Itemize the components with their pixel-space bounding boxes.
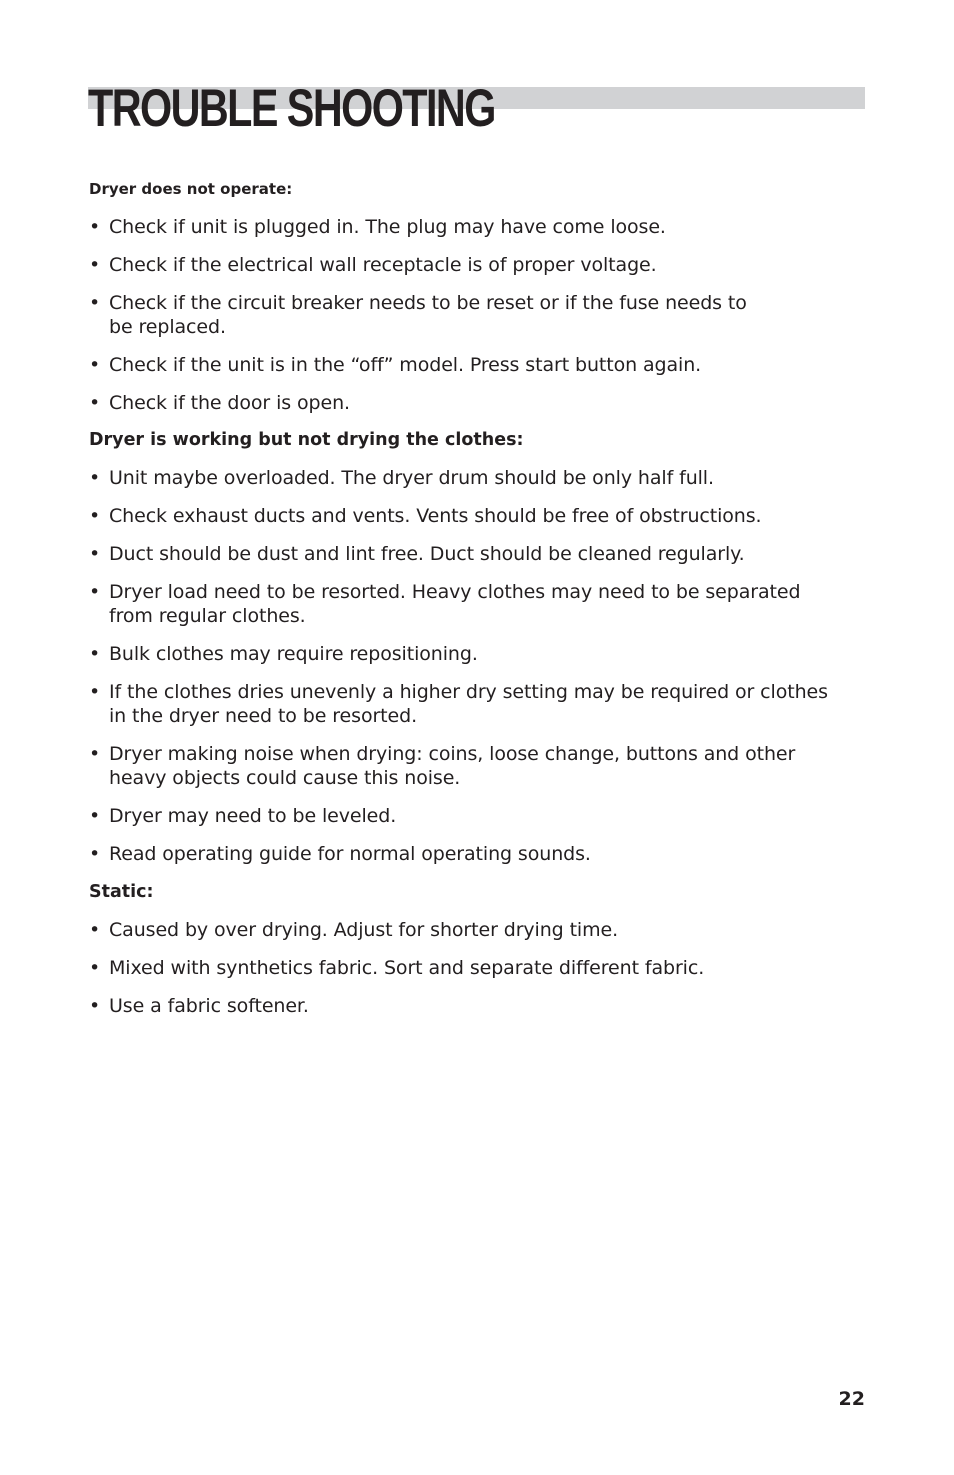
- page-title: TROUBLE SHOOTING: [88, 79, 495, 138]
- list-item: • Dryer load need to be resorted. Heavy clothes may need to be separated from regular clothes.: [89, 581, 801, 627]
- bullet-icon: •: [89, 843, 101, 865]
- list-item: • Unit maybe overloaded. The dryer drum should be only half full.: [89, 467, 714, 489]
- list-item: • Mixed with synthetics fabric. Sort and separate different fabric.: [89, 957, 705, 979]
- list-item: • Check exhaust ducts and vents. Vents should be free of obstructions.: [89, 505, 762, 527]
- section-heading: Static:: [89, 882, 154, 902]
- bullet-icon: •: [89, 354, 101, 376]
- section-not-drying-clothes: [89, 428, 839, 866]
- bullet-icon: •: [89, 805, 101, 827]
- list-item: • If the clothes dries unevenly a higher dry setting may be required or clothes in the dryer need to be resorted.: [89, 681, 828, 727]
- section-heading: Dryer is working but not drying the clothes:: [89, 430, 524, 450]
- list-item: • Check if the door is open.: [89, 392, 350, 414]
- list-item: • Read operating guide for normal operating sounds.: [89, 843, 591, 865]
- list-item: • Dryer may need to be leveled.: [89, 805, 397, 827]
- list-item: • Check if unit is plugged in. The plug may have come loose.: [89, 216, 666, 238]
- list-item: • Caused by over drying. Adjust for shorter drying time.: [89, 919, 619, 941]
- section-static: [89, 880, 839, 1018]
- bullet-icon: •: [89, 467, 101, 489]
- bullet-icon: •: [89, 216, 101, 238]
- bullet-icon: •: [89, 292, 101, 314]
- section-dryer-does-not-operate: [89, 178, 839, 415]
- list-item: • Bulk clothes may require repositioning.: [89, 643, 478, 665]
- list-item: • Duct should be dust and lint free. Duct should be cleaned regularly.: [89, 543, 745, 565]
- page-number: 22: [838, 1388, 865, 1410]
- list-item: • Check if the circuit breaker needs to be reset or if the fuse needs to be replaced.: [89, 292, 747, 338]
- bullet-list: [89, 918, 839, 1018]
- bullet-icon: •: [89, 957, 101, 979]
- bullet-list: [89, 466, 839, 866]
- bullet-icon: •: [89, 995, 101, 1017]
- bullet-icon: •: [89, 543, 101, 565]
- bullet-icon: •: [89, 505, 101, 527]
- bullet-icon: •: [89, 919, 101, 941]
- section-heading: Dryer does not operate:: [89, 180, 293, 198]
- bullet-icon: •: [89, 681, 101, 703]
- bullet-icon: •: [89, 643, 101, 665]
- bullet-icon: •: [89, 581, 101, 603]
- list-item: • Check if the unit is in the “off” model. Press start button again.: [89, 354, 702, 376]
- bullet-list: [89, 215, 839, 415]
- list-item: • Use a fabric softener.: [89, 995, 309, 1017]
- bullet-icon: •: [89, 743, 101, 765]
- bullet-icon: •: [89, 392, 101, 414]
- list-item: • Dryer making noise when drying: coins, loose change, buttons and other heavy objects could cause this noise.: [89, 743, 796, 789]
- bullet-icon: •: [89, 254, 101, 276]
- list-item: • Check if the electrical wall receptacle is of proper voltage.: [89, 254, 657, 276]
